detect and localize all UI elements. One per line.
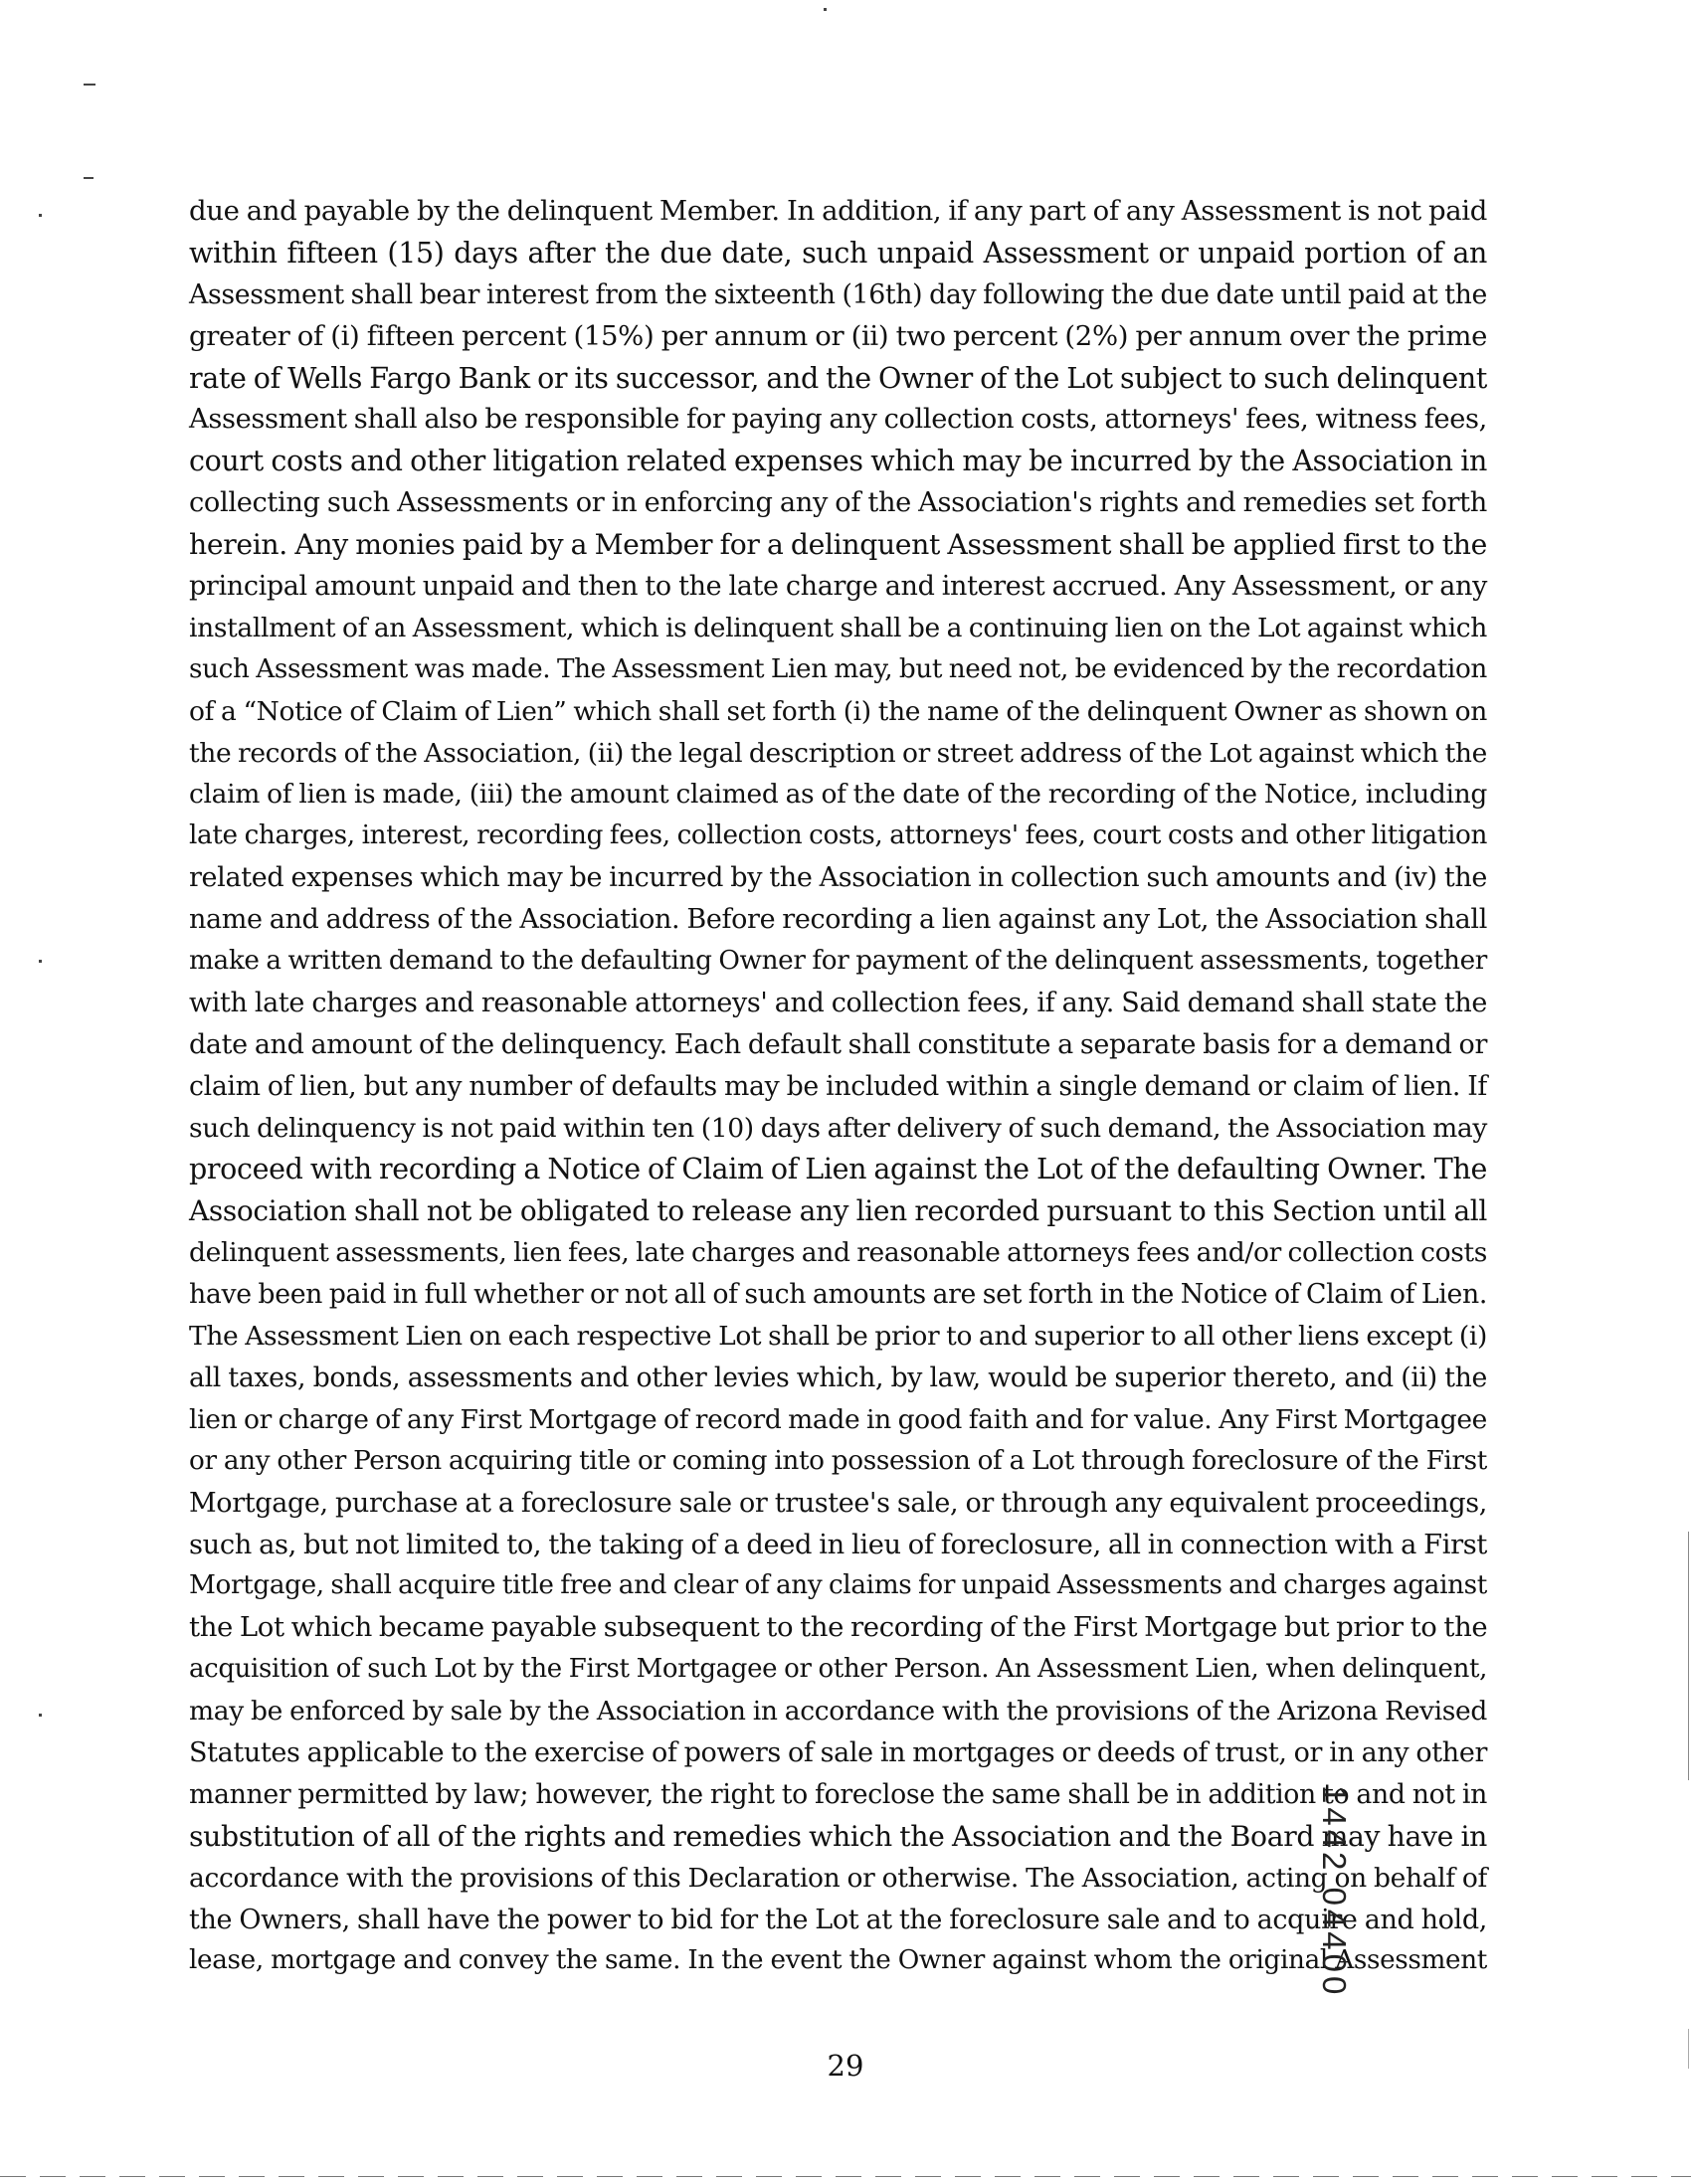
scan-speck — [84, 84, 95, 86]
text-line: Association shall not be obligated to release any lien recorded pursuant to this Section until all — [189, 1194, 1487, 1228]
text-line: of a “Notice of Claim of Lien” which shall set forth (i) the name of the delinquent Owner as shown on — [189, 695, 1487, 727]
text-line: manner permitted by law; however, the right to foreclose the same shall be in addition to and not in — [189, 1778, 1487, 1810]
text-line: or any other Person acquiring title or coming into possession of a Lot through foreclosure of the First — [189, 1445, 1487, 1476]
scan-edge-line — [1688, 1532, 1689, 1780]
text-line: within fifteen (15) days after the due date, such unpaid Assessment or unpaid portion of an — [189, 236, 1487, 270]
text-line: herein. Any monies paid by a Member for a delinquent Assessment shall be applied first to the — [189, 528, 1487, 562]
text-line: have been paid in full whether or not all of such amounts are set forth in the Notice of Claim of Lien. — [189, 1279, 1487, 1311]
text-line: with late charges and reasonable attorneys' and collection fees, if any. Said demand shall state the — [189, 987, 1487, 1018]
page-number: 29 — [827, 2049, 864, 2083]
text-line: claim of lien, but any number of defaults may be included within a single demand or claim of lien. If — [189, 1070, 1487, 1102]
text-line: make a written demand to the defaulting Owner for payment of the delinquent assessments, together — [189, 946, 1487, 977]
text-line: lien or charge of any First Mortgage of record made in good faith and for value. Any First Mortgagee — [189, 1403, 1487, 1435]
text-line: The Assessment Lien on each respective Lot shall be prior to and superior to all other liens except (i) — [189, 1321, 1487, 1353]
scan-speck — [39, 1714, 42, 1717]
text-line: late charges, interest, recording fees, collection costs, attorneys' fees, court costs and other litigation — [189, 820, 1487, 851]
text-line: Mortgage, purchase at a foreclosure sale or trustee's sale, or through any equivalent proceedings, — [189, 1487, 1487, 1519]
text-line: Statutes applicable to the exercise of powers of sale in mortgages or deeds of trust, or in any other — [189, 1736, 1487, 1768]
text-line: name and address of the Association. Before recording a lien against any Lot, the Association shall — [189, 904, 1487, 936]
text-line: related expenses which may be incurred by the Association in collection such amounts and (iv) the — [189, 862, 1487, 894]
text-line: principal amount unpaid and then to the late charge and interest accrued. Any Assessment, or any — [189, 571, 1487, 603]
text-line: the records of the Association, (ii) the legal description or street address of the Lot against which the — [189, 737, 1487, 769]
text-line: greater of (i) fifteen percent (15%) per annum or (ii) two percent (2%) per annum over the prime — [189, 319, 1487, 352]
text-line: such Assessment was made. The Assessment Lien may, but need not, be evidenced by the recordation — [189, 653, 1487, 684]
text-line: due and payable by the delinquent Member. In addition, if any part of any Assessment is not paid — [189, 195, 1487, 227]
scan-speck — [84, 177, 94, 179]
text-line: rate of Wells Fargo Bank or its successor, and the Owner of the Lot subject to such delinquent — [189, 361, 1487, 395]
docket-number: 1442 04400 — [1316, 1785, 1353, 1999]
text-line: such delinquency is not paid within ten (10) days after delivery of such demand, the Association may — [189, 1112, 1487, 1144]
text-line: the Lot which became payable subsequent to the recording of the First Mortgage but prior to the — [189, 1611, 1488, 1644]
text-line: accordance with the provisions of this Declaration or otherwise. The Association, acting on behalf of — [189, 1862, 1487, 1894]
text-line: may be enforced by sale by the Association in accordance with the provisions of the Arizona Revised — [189, 1696, 1487, 1728]
text-line: lease, mortgage and convey the same. In the event the Owner against whom the original Assessment — [189, 1945, 1487, 1976]
text-line: acquisition of such Lot by the First Mortgagee or other Person. An Assessment Lien, when delinquent, — [189, 1654, 1487, 1685]
scan-speck — [824, 8, 827, 11]
text-line: date and amount of the delinquency. Each default shall constitute a separate basis for a demand or — [189, 1028, 1487, 1060]
text-line: Assessment shall also be responsible for paying any collection costs, attorneys' fees, witness fees, — [189, 404, 1487, 436]
text-line: such as, but not limited to, the taking of a deed in lieu of foreclosure, all in connection with a First — [189, 1529, 1487, 1560]
text-line: Mortgage, shall acquire title free and clear of any claims for unpaid Assessments and charges against — [189, 1570, 1487, 1601]
text-line: proceed with recording a Notice of Claim of Lien against the Lot of the defaulting Owner. The — [189, 1153, 1487, 1186]
body-paragraph — [189, 191, 1487, 1982]
text-line: installment of an Assessment, which is delinquent shall be a continuing lien on the Lot against which — [189, 612, 1487, 643]
text-line: all taxes, bonds, assessments and other levies which, by law, would be superior thereto, and (ii) the — [189, 1362, 1487, 1393]
text-line: delinquent assessments, lien fees, late charges and reasonable attorneys fees and/or collection costs — [189, 1237, 1487, 1269]
text-line: court costs and other litigation related expenses which may be incurred by the Association in — [189, 445, 1487, 478]
scan-speck — [39, 214, 42, 217]
text-line: the Owners, shall have the power to bid for the Lot at the foreclosure sale and to acquire and hold, — [189, 1904, 1487, 1935]
text-line: Assessment shall bear interest from the sixteenth (16th) day following the due date until paid at the — [189, 278, 1487, 310]
text-line: claim of lien is made, (iii) the amount claimed as of the date of the recording of the Notice, including — [189, 779, 1487, 811]
scan-speck — [39, 960, 42, 963]
scan-bottom-edge — [0, 2176, 1691, 2177]
text-line: collecting such Assessments or in enforcing any of the Association's rights and remedies set forth — [189, 487, 1487, 519]
text-line: substitution of all of the rights and remedies which the Association and the Board may have in — [189, 1819, 1487, 1853]
scan-edge-line — [1688, 2029, 1689, 2069]
